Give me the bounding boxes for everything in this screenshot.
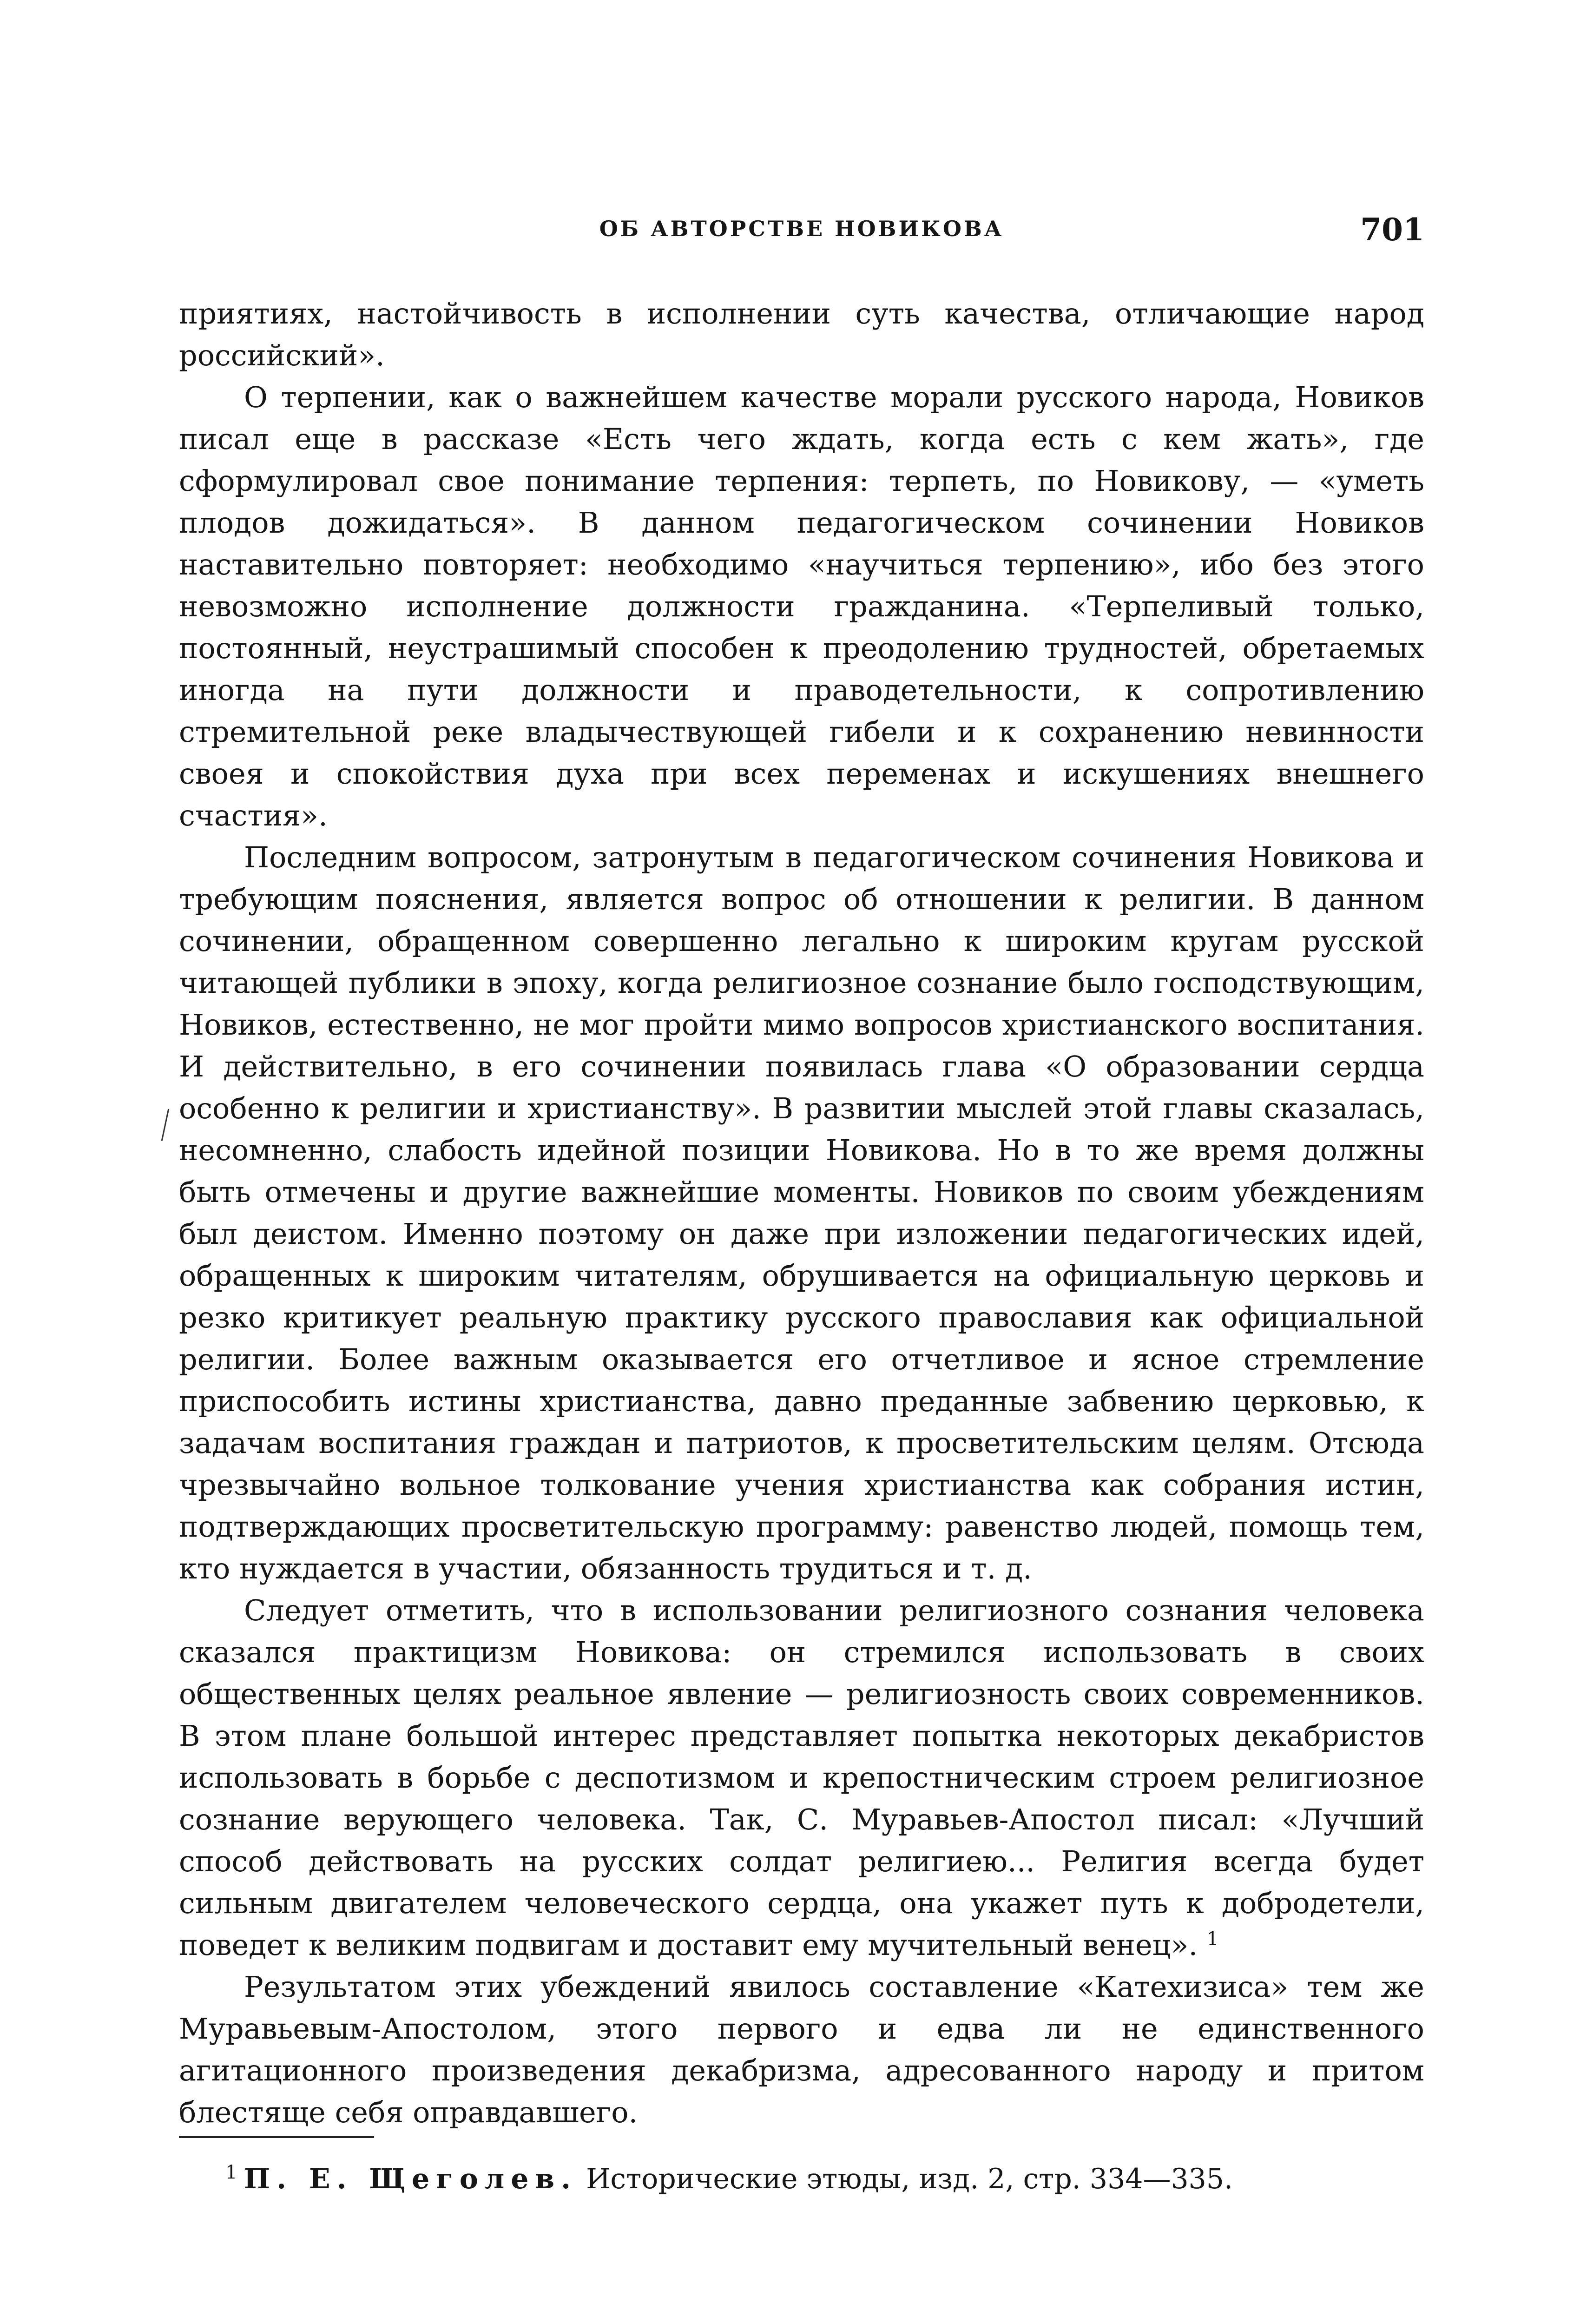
paragraph-continued: приятиях, настойчивость в исполнении суть качества, отличающие народ российский». [179,297,1424,372]
footnote-author: П. Е. Щеголев. [244,2163,577,2195]
paragraph-with-footnote [179,1590,1424,1966]
paragraph: О терпении, как о важнейшем качестве морали русского народа, Новиков писал еще в рассказе «Есть чего ждать, когда есть с кем жать», где сформулировал свое понимание терпения: терпеть, по Новикову, — «уметь плодов дожидаться». В данном педагогическом сочинении Новиков наставительно повторяет: необходимо «научиться терпению», ибо без этого невозможно исполнение должности гражданина. «Терпеливый только, постоянный, неустрашимый способен к преодолению трудностей, обретаемых иногда на пути должности и праводетельности, к сопротивлению стремительной реке владычествующей гибели и к сохранению невинности своея и спокойствия духа при всех переменах и искушениях внешнего счастия». [179,380,1424,832]
paragraph: Последним вопросом, затронутым в педагогическом сочинения Новикова и требующим пояснения, является вопрос об отношении к религии. В данном сочинении, обращенном совершенно легально к широким кругам русской читающей публики в эпоху, когда религиозное сознание было господствующим, Новиков, естественно, не мог пройти мимо вопросов христианского воспитания. И действительно, в его сочинении появилась глава «О образовании сердца особенно к религии и христианству». В развитии мыслей этой главы сказалась, несомненно, слабость идейной позиции Новикова. Но в то же время должны быть отмечены и другие важнейшие моменты. Новиков по своим убеждениям был деистом. Именно поэтому он даже при изложении педагогических идей, обращенных к широким читателям, обрушивается на официальную церковь и резко критикует реальную практику русского православия как официальной религии. Более важным оказывается его отчетливое и ясное стремление приспособить истины христианства, давно преданные забвению церковью, к задачам воспитания граждан и патриотов, к просветительским целям. Отсюда чрезвычайно вольное толкование учения христианства как собрания истин, подтверждающих просветительскую программу: равенство людей, помощь тем, кто нуждается в участии, обязанность трудиться и т. д. [179,840,1424,1585]
page-number: 701 [1360,211,1424,248]
footnote [225,2160,1424,2198]
paragraph: Результатом этих убеждений явилось составление «Катехизиса» тем же Муравьевым-Апостолом, этого первого и едва ли не единственного агитационного произведения декабризма, адресованного народу и притом блестяще себя оправдавшего. [179,1970,1424,2129]
body-text [179,293,1424,2133]
margin-mark [161,1109,169,1141]
footnote-text: Исторические этюды, изд. 2, стр. 334—335. [586,2163,1233,2195]
footnote-divider [179,2136,374,2138]
footnote-number: 1 [225,2162,237,2183]
running-header [179,211,1424,253]
footnote-reference[interactable]: 1 [1206,1928,1219,1950]
paragraph-text: Следует отметить, что в использовании религиозного сознания человека сказался практицизм Новикова: он стремился использовать в своих общественных целях реальное явление — религиозность своих современников. В этом плане большой интерес представляет попытка некоторых декабристов использовать в борьбе с деспотизмом и крепостническим строем религиозное сознание верующего человека. Так, С. Муравьев-Апостол писал: «Лучший способ действовать на русских солдат религиею... Религия всегда будет сильным двигателем человеческого сердца, она укажет путь к добродетели, поведет к великим подвигам и доставит ему мучительный венец». [179,1593,1424,1962]
running-title: ОБ АВТОРСТВЕ НОВИКОВА [599,216,1004,241]
